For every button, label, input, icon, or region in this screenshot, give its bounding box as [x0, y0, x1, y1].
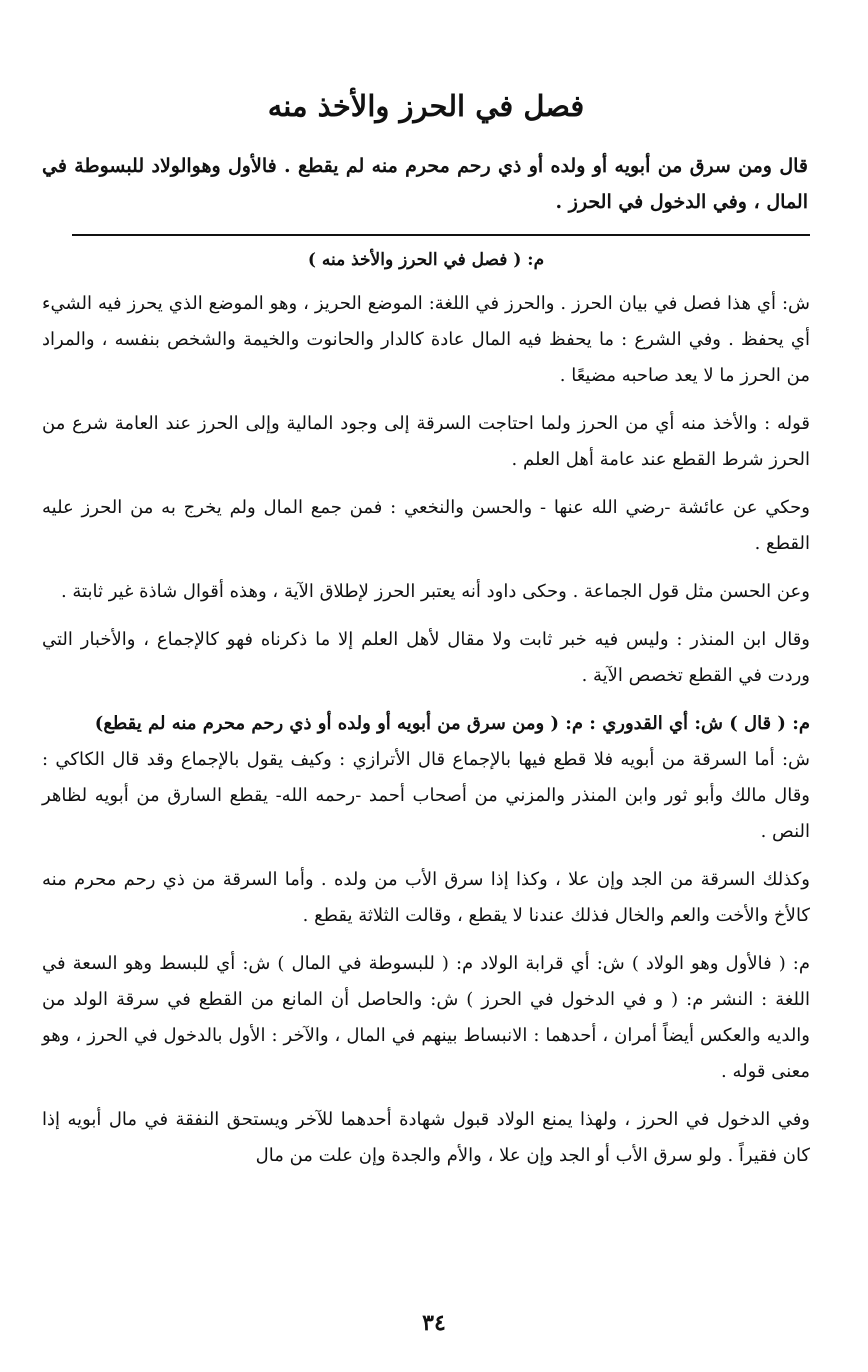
commentary-block-a [42, 706, 810, 850]
commentary-paragraph-2: قوله : والأخذ منه أي من الحرز ولما احتاجت السرقة إلى وجود المالية وإلى الحرز عند العامة شرع من الحرز شرط القطع عند عامة أهل العلم . [42, 413, 810, 470]
commentary-paragraph-7: وفي الدخول في الحرز ، ولهذا يمنع الولاد قبول شهادة أحدهما للآخر ويستحق النفقة في مال أبويه إذا كان فقيراً . ولو سرق الأب أو الجد وإن علا ، والأم والجدة وإن علت من مال [42, 1109, 810, 1166]
commentary-paragraph-5: وقال ابن المنذر : وليس فيه خبر ثابت ولا مقال لأهل العلم إلا ما ذكرناه فهو كالإجماع ، والأخبار التي وردت في القطع تخصص الآية . [42, 629, 810, 686]
commentary-paragraph-1: ش: أي هذا فصل في بيان الحرز . والحرز في اللغة: الموضع الحريز ، وهو الموضع الذي يحرز فيه الشيء أي يحفظ . وفي الشرع : ما يحفظ فيه المال عادة كالدار والحانوت والخيمة والشخص بنفسه ، والمراد من الحرز ما لا يعد صاحبه مضيعًا . [42, 293, 810, 386]
commentary-paragraph-6: وكذلك السرقة من الجد وإن علا ، وكذا إذا سرق الأب من ولده . وأما السرقة من ذي رحم محرم منه كالأخ والأخت والعم والخال فذلك عندنا لا يقطع ، وقالت الثلاثة يقطع . [42, 869, 810, 926]
page-number: ٣٤ [422, 1310, 446, 1336]
commentary-block-b: م: ( فالأول وهو الولاد ) ش: أي قرابة الولاد م: ( للبسوطة في المال ) ش: أي للبسط وهو السعة في اللغة : النشر م: ( و في الدخول في الحرز ) ش: والحاصل أن المانع من القطع في سرقة الولد من والديه والعكس أيضاً أمران ، أحدهما : الانبساط بينهم في المال ، والآخر : الأول بالدخول في الحرز ، وهو معنى قوله . [42, 953, 810, 1082]
commentary-block-a-text: ش: أما السرقة من أبويه فلا قطع فيها بالإجماع قال الأترازي : وكيف يقول بالإجماع وقد قال الكاكي : وقال مالك وأبو ثور وابن المنذر والمزني من أصحاب أحمد -رحمه الله- يقطع السارق من أبويه لظاهر النص . [42, 749, 810, 842]
matn-quote-line: م: ( قال ) ش: أي القدوري : م: ( ومن سرق من أبويه أو ولده أو ذي رحم محرم منه لم يقطع) [94, 713, 810, 734]
subheading: م: ( فصل في الحرز والأخذ منه ) [307, 250, 545, 270]
chapter-title: فصل في الحرز والأخذ منه [267, 89, 585, 123]
commentary-paragraph-4: وعن الحسن مثل قول الجماعة . وحكى داود أنه يعتبر الحرز لإطلاق الآية ، وهذه أقوال شاذة غير ثابتة . [60, 581, 810, 602]
commentary-paragraph-3: وحكي عن عائشة -رضي الله عنها - والحسن والنخعي : فمن جمع المال ولم يخرج به من الحرز عليه القطع . [42, 497, 810, 554]
matn-text: قال ومن سرق من أبويه أو ولده أو ذي رحم محرم منه لم يقطع . فالأول وهوالولاد للبسوطة في المال ، وفي الدخول في الحرز . [42, 155, 808, 213]
divider-line [72, 234, 810, 236]
